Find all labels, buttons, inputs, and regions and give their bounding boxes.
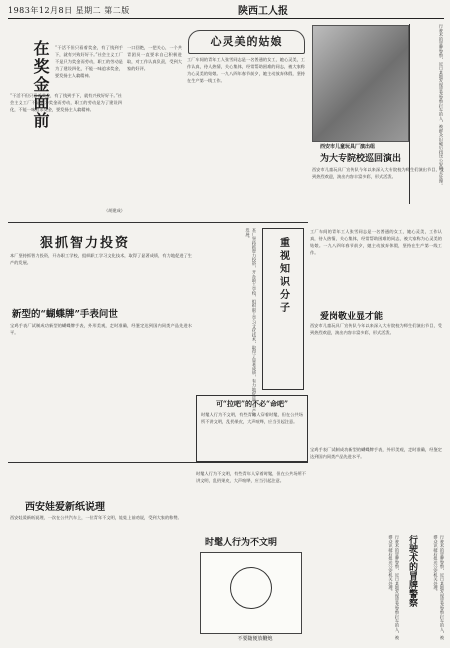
headline-child: 西安娃爱新纸说理 <box>25 502 105 513</box>
article-skill: 西安市儿童玩具厂宣传队今年以来深入大专院校为师生们演出节目，受到热烈欢迎，演出内容丰富多彩，形式活泼。 <box>310 323 442 335</box>
author-credit: （胡建成） <box>104 208 125 213</box>
headline-watch: 新型的“蝴蝶牌”手表问世 <box>12 309 118 320</box>
right-lower-vertical: 行驶术的冒牌警察，近日某地发现冒充警察拦车的人，被群众识破后扭送公安机关处理。 <box>388 535 400 640</box>
article-bonus-body: “干活不但只看着奖金，有了钱到手下，就有兴致好好干。”社会主义工厂不是只为奖金而劳动，职工的劳动是为了建设四化，不能一味追求奖金，要发扬主人翁精神。 <box>55 45 123 78</box>
headline-heart: 心灵美的姑娘 <box>210 35 283 48</box>
headline-bonus: 在奖金面前 <box>31 40 50 130</box>
article-tour: 西安市儿童玩具厂宣传队今年以来深入大专院校为师生们演出节目，受到热烈欢迎，演出内容丰富多彩，形式活泼。 <box>312 167 444 179</box>
middle-vertical-text: 本厂坚持抓智力投资，开办职工学校，组织职工学习文化技术，取得了显著成绩，有力地促进了生产的发展。 <box>245 228 257 417</box>
date-line: 1983年12月8日 星期二 第二版 <box>8 6 130 15</box>
article-child: 西安娃爱新纸说理，一次在公共汽车上，一位青年不文明，娃娃上前劝说，受到大家的称赞。 <box>10 515 182 520</box>
article-fashion-top: 时髦人行为不文明，有些青年人穿着时髦，但在公共场所不讲文明，乱扔果皮，大声喧哗，应当引起注意。 <box>196 471 306 483</box>
page-header <box>8 4 444 19</box>
headline-heart-frame <box>188 30 305 54</box>
article-heart-body: 工厂车间的青年工人张雪同志是一名普通的女工，她心灵美，工作认真，待人热情，关心集体，经常帮助困难的同志，被大家称为心灵美的姑娘。一九八四年春节前夕，她主动放弃休假，坚持在生产第一线工作。 <box>187 57 305 83</box>
article-right-middle: 工厂车间的青年工人张雪同志是一名普通的女工，她心灵美，工作认真，待人热情，关心集体，经常帮助困难的同志，被大家称为心灵美的姑娘。一九八四年春节前夕，她主动放弃休假，坚持在生产第一线工作。 <box>310 229 442 255</box>
cartoon-firecracker <box>200 552 302 634</box>
cartoon-figure <box>230 567 272 609</box>
cartoon-caption: 可“拉吧”的不必“命吧” <box>215 399 289 408</box>
article-invest: 本厂坚持抓智力投资，开办职工学校，组织职工学习文化技术，取得了显著成绩，有力地促进了生产的发展。 <box>10 253 192 265</box>
lower-divider <box>8 462 308 463</box>
headline-skill: 爱岗敬业显才能 <box>320 312 384 322</box>
photo-caption: 西安市儿童玩具厂演出组 <box>320 144 376 150</box>
headline-invest: 狠抓智力投资 <box>40 236 131 251</box>
cartoon-text: 时髦人行为不文明，有些青年人穿着时髦，但在公共场所不讲文明，乱扔果皮，大声喧哗，应当引起注意。 <box>201 412 303 424</box>
masthead: 陕西工人报 <box>238 6 288 17</box>
article-fake-police: 行驶术的冒牌警察，近日某地发现冒充警察拦车的人，被群众识破后扭送公安机关处理。 <box>433 535 445 640</box>
headline-vertical: 重视知识分子 <box>277 237 289 315</box>
article-right-lower: 宝鸡手表厂试制成功新型的蝴蝶牌手表，外形美观，走时准确，经鉴定达到国内同类产品先进水平。 <box>310 447 442 459</box>
cartoon-box <box>196 395 308 462</box>
news-photo <box>312 25 409 142</box>
article-bonus-cont: “干活不但只看着奖金，有了钱到手下，就有兴致好好干。”社会主义工厂不是只为奖金而劳动，职工的劳动是为了建设四化，不能一味追求奖金，要发扬主人翁精神。 <box>10 93 122 112</box>
headline-fake-police: 行驶术的冒牌警察 <box>407 535 417 607</box>
section-divider <box>8 222 308 223</box>
article-watch: 宝鸡手表厂试制成功新型的蝴蝶牌手表，外形美观，走时准确，经鉴定达到国内同类产品先进水平。 <box>10 323 192 335</box>
headline-fashion: 时髦人行为不文明 <box>205 538 278 548</box>
vertical-headline-box <box>262 228 304 390</box>
right-vertical-column: 行驶术的冒牌警察，近日某地发现冒充警察拦车的人，被群众识破后扭送公安机关处理。 <box>439 24 444 188</box>
cartoon-caption-2: 不要随便放鞭炮 <box>237 636 273 642</box>
article-center-left: 一口回绝，一把关心，一个共青团员一直要求自己积极进取，对工作认真负责，受到大家的好评。 <box>127 45 182 71</box>
headline-tour: 为大专院校巡回演出 <box>320 154 402 164</box>
